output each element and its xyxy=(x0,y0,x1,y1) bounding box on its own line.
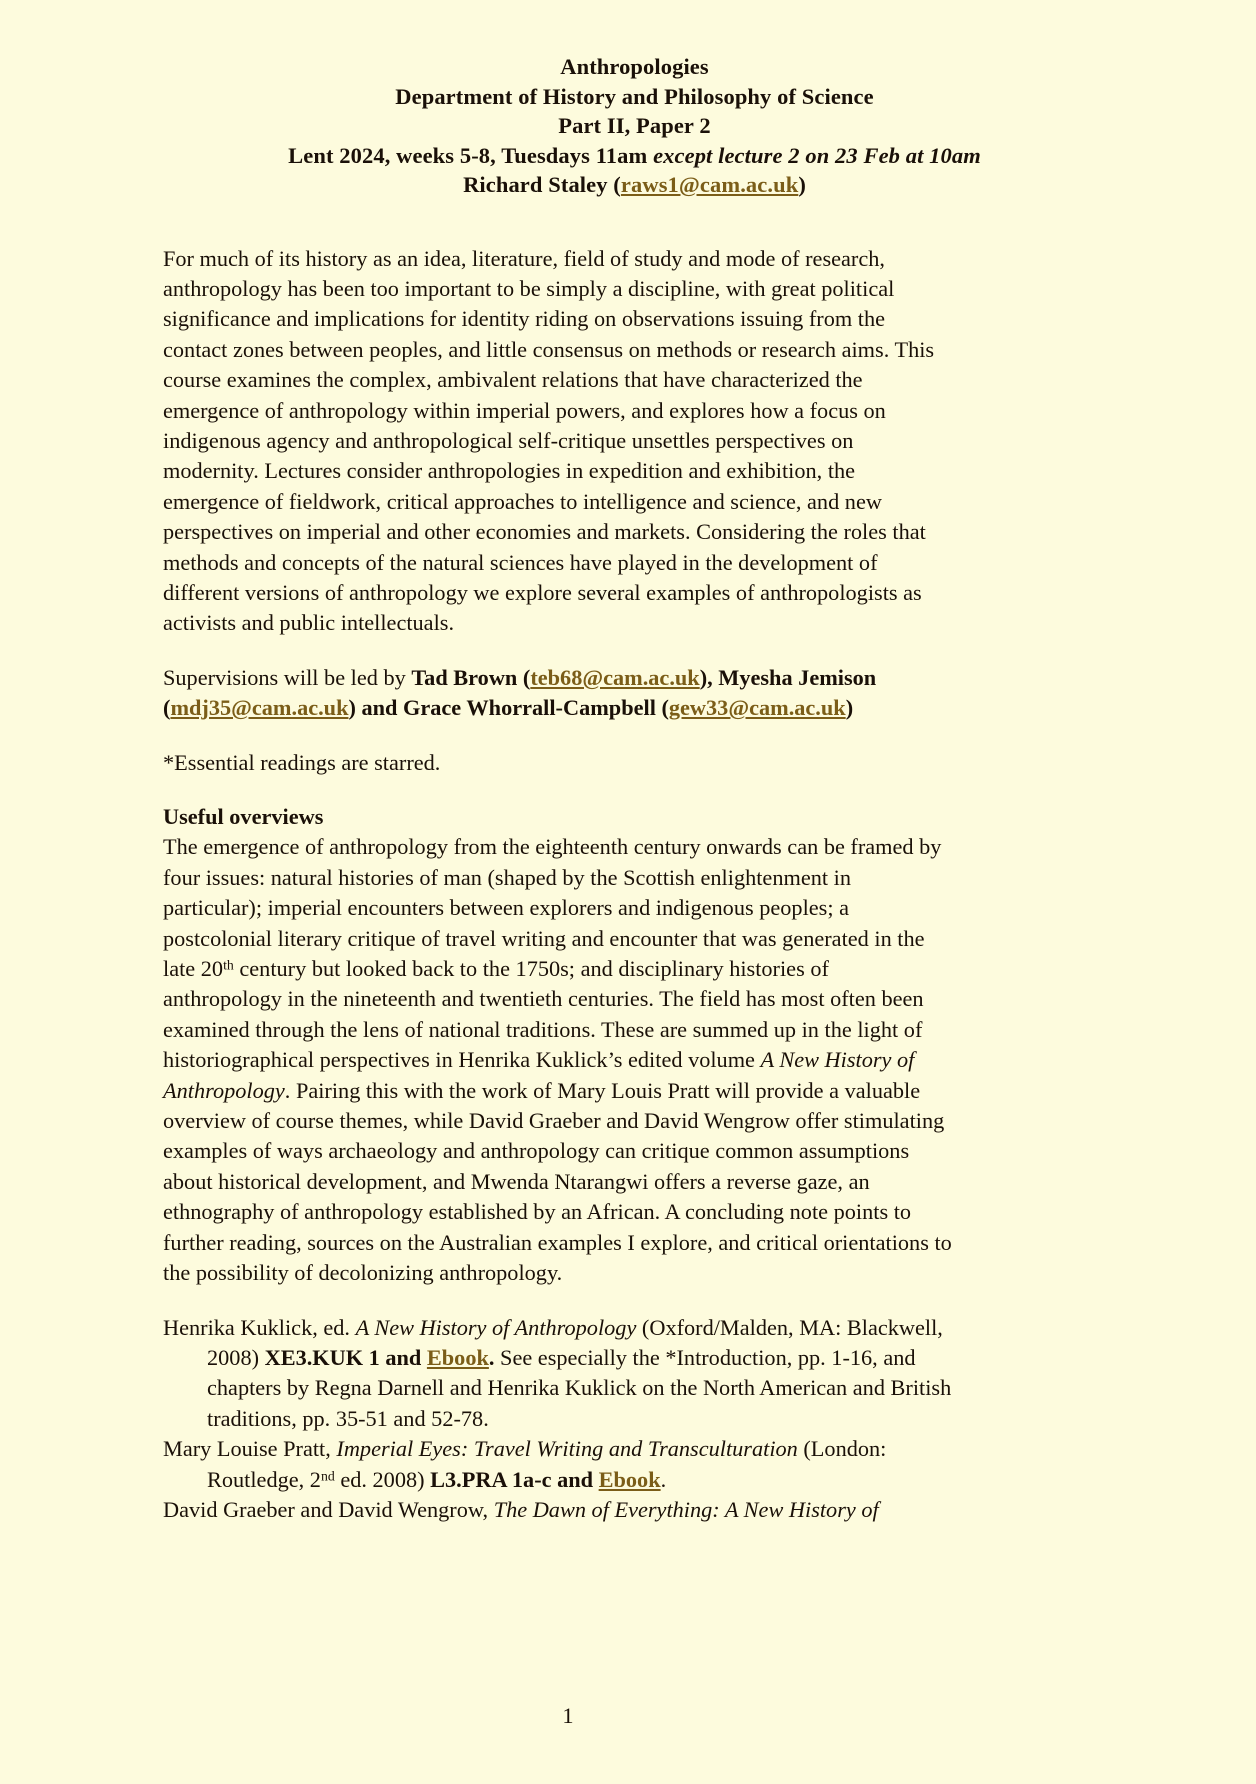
bib-2-shelfmark: L3.PRA 1a-c and xyxy=(430,1466,599,1492)
bib-2-title: Imperial Eyes: Travel Writing and Transculturation xyxy=(336,1436,798,1462)
bib-2-publisher: (London: Routledge, 2 xyxy=(207,1436,887,1492)
supervisions-lead-text: Supervisions will be led by xyxy=(163,664,412,690)
supervisor-name-3: ) and Grace Whorrall-Campbell ( xyxy=(348,695,669,721)
bibliography-entry-kuklick xyxy=(163,1313,953,1435)
bib-2-ebook-link[interactable]: Ebook xyxy=(598,1466,661,1492)
century-ordinal-suffix: th xyxy=(223,957,234,973)
document-header xyxy=(163,52,1106,200)
bib-1-title: A New History of Anthropology xyxy=(355,1314,637,1340)
overviews-text-part-1: The emergence of anthropology from the eighteenth century onwards can be framed by four issues: natural histories of man (shaped by the Scottish enlightenment in particular); imperial encounters between explorers and indigenous peoples; a postcolonial literary critique of travel writing and encounter that was generated in the late 20 xyxy=(163,834,942,982)
bib-1-shelfmark: XE3.KUK 1 and xyxy=(264,1344,427,1370)
overviews-text-part-2: century but looked back to the 1750s; and disciplinary histories of anthropology in the nineteenth and twentieth centuries. The field has most often been examined through the lens of national traditions. These are summed up in the light of historiographical perspectives in Henrika Kuklick’s edited volume xyxy=(163,956,924,1073)
supervisions-closing-paren: ) xyxy=(845,695,854,721)
bib-2-author: Mary Louise Pratt, xyxy=(163,1436,337,1462)
bib-1-note: See especially the *Introduction, pp. 1-16, and chapters by Regna Darnell and Henrika Kuklick on the North American and British traditions, pp. 35-51 and 52-78. xyxy=(207,1344,952,1431)
header-lecturer-name: Richard Staley ( xyxy=(463,172,621,197)
bibliography-entry-graeber xyxy=(163,1495,953,1525)
useful-overviews-paragraph xyxy=(163,832,953,1288)
supervisor-email-link-1[interactable]: teb68@cam.ac.uk xyxy=(530,664,700,690)
header-title: Anthropologies xyxy=(560,54,709,79)
bib-1-author: Henrika Kuklick, ed. xyxy=(163,1314,356,1340)
bibliography-entry-pratt xyxy=(163,1434,953,1495)
supervisor-email-link-3[interactable]: gew33@cam.ac.uk xyxy=(668,695,846,721)
header-lecturer xyxy=(163,170,1106,200)
header-schedule-exception: except lecture 2 on 23 Feb at 10am xyxy=(653,142,981,168)
supervisor-email-link-2[interactable]: mdj35@cam.ac.uk xyxy=(170,695,349,721)
header-schedule xyxy=(163,141,1106,171)
bibliography-list xyxy=(163,1313,953,1526)
bib-2-edition-year: ed. 2008) xyxy=(334,1466,431,1492)
overviews-text-part-3: . Pairing this with the work of Mary Louis Pratt will provide a valuable overview of course themes, while David Graeber and David Wengrow offer stimulating examples of ways archaeology and anthropology can critique common assumptions about historical development, and Mwenda Ntarangwi offers a reverse gaze, an ethnography of anthropology established by an African. A concluding note points to further reading, sources on the Australian examples I explore, and critical orientations to the possibility of decolonizing anthropology. xyxy=(163,1077,952,1286)
bib-2-period: . xyxy=(660,1466,667,1492)
bib-1-ebook-link[interactable]: Ebook xyxy=(426,1344,489,1370)
header-department: Department of History and Philosophy of Science xyxy=(395,83,874,109)
bib-1-period: . xyxy=(488,1344,495,1370)
document-body xyxy=(163,244,953,1526)
bib-2-edition-ordinal: nd xyxy=(320,1467,335,1483)
overviews-book-title: A New History of Anthropology xyxy=(163,1047,915,1103)
bib-1-publisher: (Oxford/Malden, MA: Blackwell, 2008) xyxy=(207,1314,943,1370)
starred-readings-note: *Essential readings are starred. xyxy=(163,749,441,775)
header-schedule-plain: Lent 2024, weeks 5-8, Tuesdays 11am xyxy=(288,142,654,168)
supervisor-name-2: ), Myesha Jemison ( xyxy=(163,664,877,721)
supervisor-name-1: Tad Brown ( xyxy=(411,664,531,690)
bib-3-author: David Graeber and David Wengrow, xyxy=(163,1496,494,1522)
course-description-paragraph: For much of its history as an idea, literature, field of study and mode of research, anthropology has been too important to be simply a discipline, with great political significance and implications for identity riding on observations issuing from the contact zones between peoples, and little consensus on methods or research aims. This course examines the complex, ambivalent relations that have characterized the emergence of anthropology within imperial powers, and explores how a focus on indigenous agency and anthropological self-critique unsettles perspectives on modernity. Lectures consider anthropologies in expedition and exhibition, the emergence of fieldwork, critical approaches to intelligence and science, and new perspectives on imperial and other economies and markets. Considering the roles that methods and concepts of the natural sciences have played in the development of different versions of anthropology we explore several examples of anthropologists as activists and public intellectuals. xyxy=(163,245,935,636)
page-number: 1 xyxy=(562,1703,574,1728)
header-lecturer-suffix: ) xyxy=(798,172,806,197)
supervisions-paragraph xyxy=(163,663,953,724)
header-paper: Part II, Paper 2 xyxy=(558,113,711,138)
useful-overviews-heading: Useful overviews xyxy=(163,804,324,829)
lecturer-email-link[interactable]: raws1@cam.ac.uk xyxy=(620,172,799,197)
bib-3-title: The Dawn of Everything: A New History of xyxy=(493,1496,879,1522)
